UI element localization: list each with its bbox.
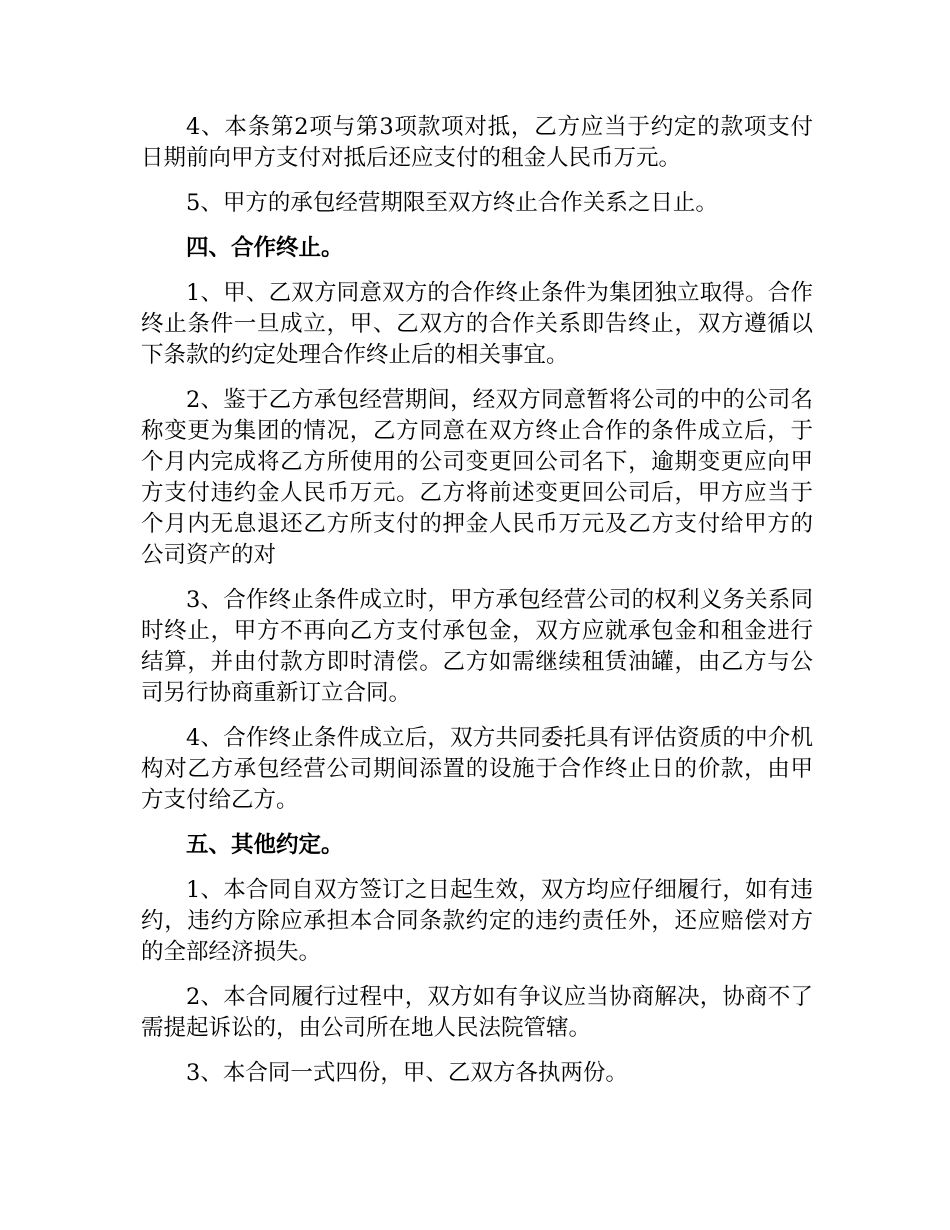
clause-4-4-paragraph: 4、合作终止条件成立后，双方共同委托具有评估资质的中介机构对乙方承包经营公司期间添置的设施于合作终止日的价款，由甲方支付给乙方。: [141, 725, 813, 813]
document-body: [141, 112, 813, 1103]
section-4-heading: 四、合作终止。: [186, 235, 344, 261]
clause-5-1-paragraph: 1、本合同自双方签订之日起生效，双方均应仔细履行，如有违约，违约方除应承担本合同条款约定的违约责任外，还应赔偿对方的全部经济损失。: [141, 877, 813, 965]
section-5-heading: 五、其他约定。: [186, 832, 344, 858]
clause-4-3-paragraph: 3、合作终止条件成立时，甲方承包经营公司的权利义务关系同时终止，甲方不再向乙方支付承包金，双方应就承包金和租金进行结算，并由付款方即时清偿。乙方如需继续租赁油罐，由乙方与公司另行协商重新订立合同。: [141, 587, 813, 706]
clause-5-3-paragraph: 3、本合同一式四份，甲、乙双方各执两份。: [186, 1060, 628, 1086]
clause-5-2-paragraph: 2、本合同履行过程中，双方如有争议应当协商解决，协商不了需提起诉讼的，由公司所在地人民法院管辖。: [141, 984, 813, 1041]
clause-3-4-paragraph: 4、本条第2项与第3项款项对抵，乙方应当于约定的款项支付日期前向甲方支付对抵后还应支付的租金人民币万元。: [141, 114, 813, 171]
clause-4-2-paragraph: 2、鉴于乙方承包经营期间，经双方同意暂将公司的中的公司名称变更为集团的情况，乙方同意在双方终止合作的条件成立后，于个月内完成将乙方所使用的公司变更回公司名下，逾期变更应向甲方支付违约金人民币万元。乙方将前述变更回公司后，甲方应当于个月内无息退还乙方所支付的押金人民币万元及乙方支付给甲方的公司资产的对: [141, 387, 813, 568]
clause-4-1-paragraph: 1、甲、乙双方同意双方的合作终止条件为集团独立取得。合作终止条件一旦成立，甲、乙双方的合作关系即告终止，双方遵循以下条款的约定处理合作终止后的相关事宜。: [141, 280, 813, 368]
clause-3-5-paragraph: 5、甲方的承包经营期限至双方终止合作关系之日止。: [186, 190, 718, 216]
